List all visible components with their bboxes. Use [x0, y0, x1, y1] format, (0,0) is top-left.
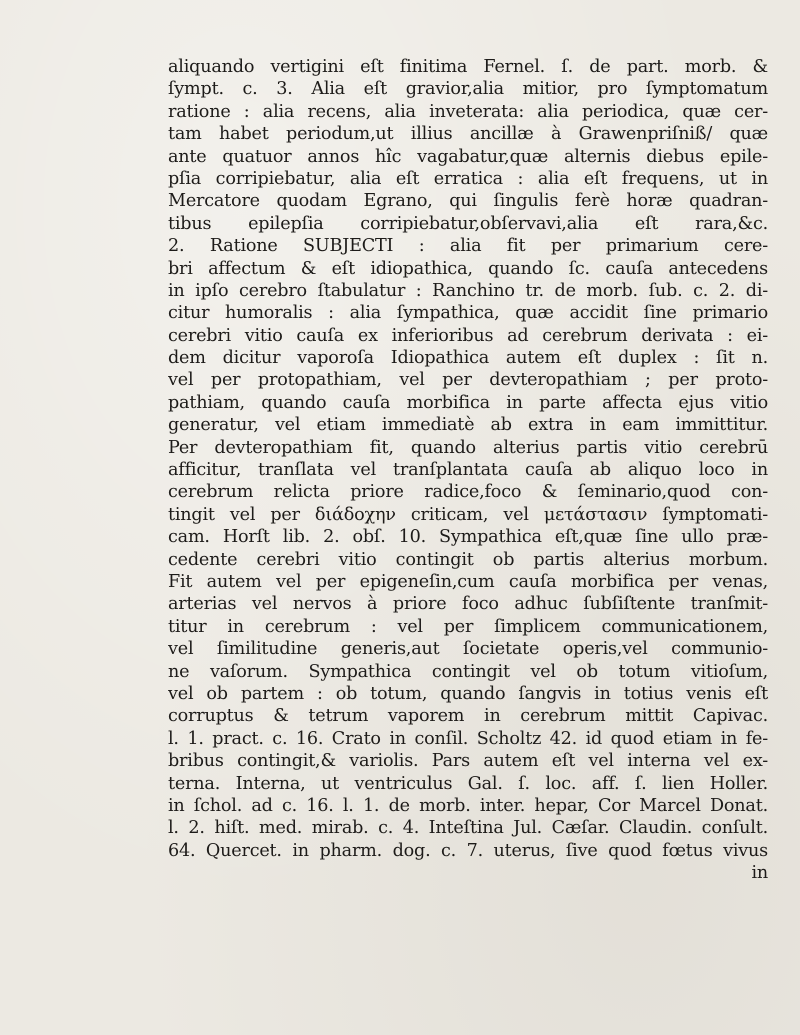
text-line: cam. Horſt lib. 2. obſ. 10. Sympathica eſt,quæ ſine ullo præ-	[168, 527, 768, 548]
text-line: terna. Interna, ut ventriculus Gal. ſ. loc. aff. ſ. lien Holler.	[168, 773, 768, 794]
text-line: vel ſimilitudine generis,aut ſocietate operis,vel communio-	[168, 639, 768, 660]
text-line: ſympt. c. 3. Alia eſt gravior,alia mitior, pro ſymptomatum	[168, 79, 768, 100]
text-line: dem dicitur vaporoſa Idiopathica autem eſt duplex : ſit n.	[168, 348, 768, 369]
text-line: pſia corripiebatur, alia eſt erratica : alia eſt frequens, ut in	[168, 168, 768, 189]
text-line: l. 2. hiſt. med. mirab. c. 4. Inteſtina Jul. Cæſar. Claudin. conſult.	[168, 818, 768, 839]
text-line: ratione : alia recens, alia inveterata: alia periodica, quæ cer-	[168, 101, 768, 122]
page-text-block	[168, 56, 768, 884]
text-line: tingit vel per διάδοχην criticam, vel μετάστασιν ſymptomati-	[168, 504, 768, 525]
text-line: cerebri vitio cauſa ex inferioribus ad cerebrum derivata : ei-	[168, 325, 768, 346]
text-line: 64. Quercet. in pharm. dog. c. 7. uterus, ſive quod fœtus vivus	[168, 840, 768, 861]
text-line: Fit autem vel per epigeneſin,cum cauſa morbifica per venas,	[168, 571, 768, 592]
text-line: bribus contingit,& variolis. Pars autem eſt vel interna vel ex-	[168, 751, 768, 772]
text-line: 2. Ratione SUBJECTI : alia fit per primarium cere-	[168, 236, 768, 257]
text-line: pathiam, quando cauſa morbifica in parte affecta ejus vitio	[168, 392, 768, 413]
text-line: in ipſo cerebro ſtabulatur : Ranchino tr. de morb. ſub. c. 2. di-	[168, 280, 768, 301]
text-line: arterias vel nervos à priore foco adhuc ſubſiſtente tranſmit-	[168, 594, 768, 615]
text-line: bri affectum & eſt idiopathica, quando ſc. cauſa antecedens	[168, 258, 768, 279]
text-line: cedente cerebri vitio contingit ob partis alterius morbum.	[168, 549, 768, 570]
text-line: aliquando vertigini eſt finitima Fernel. ſ. de part. morb. &	[168, 57, 768, 77]
text-line: citur humoralis : alia ſympathica, quæ accidit ſine primario	[168, 303, 768, 324]
text-line: titur in cerebrum : vel per ſimplicem communicationem,	[168, 616, 768, 637]
catchword: in	[751, 863, 768, 884]
text-line: ne vaſorum. Sympathica contingit vel ob totum vitioſum,	[168, 661, 768, 682]
text-line: tibus epilepſia corripiebatur,obſervavi,alia eſt rara,&c.	[168, 213, 768, 234]
text-line: Per devteropathiam fit, quando alterius partis vitio cerebrū	[168, 437, 768, 458]
text-line: vel ob partem : ob totum, quando ſangvis in totius venis eſt	[168, 683, 768, 704]
text-line: tam habet periodum,ut illius ancillæ à Grawenpriſniß/ quæ	[168, 124, 768, 145]
text-line: corruptus & tetrum vaporem in cerebrum mittit Capivac.	[168, 706, 768, 727]
text-line: l. 1. pract. c. 16. Crato in conſil. Scholtz 42. id quod etiam in fe-	[168, 728, 768, 749]
text-line: cerebrum relicta priore radice,foco & ſeminario,quod con-	[168, 482, 768, 503]
text-line: vel per protopathiam, vel per devteropathiam ; per proto-	[168, 370, 768, 391]
text-line: Mercatore quodam Egrano, qui ſingulis ferè horæ quadran-	[168, 191, 768, 212]
text-line: afficitur, tranſlata vel tranſplantata cauſa ab aliquo loco in	[168, 460, 768, 481]
text-line: ante quatuor annos hîc vagabatur,quæ alternis diebus epile-	[168, 146, 768, 167]
text-line: in ſchol. ad c. 16. l. 1. de morb. inter. hepar, Cor Marcel Donat.	[168, 795, 768, 816]
text-line: generatur, vel etiam immediatè ab extra in eam immittitur.	[168, 415, 768, 436]
